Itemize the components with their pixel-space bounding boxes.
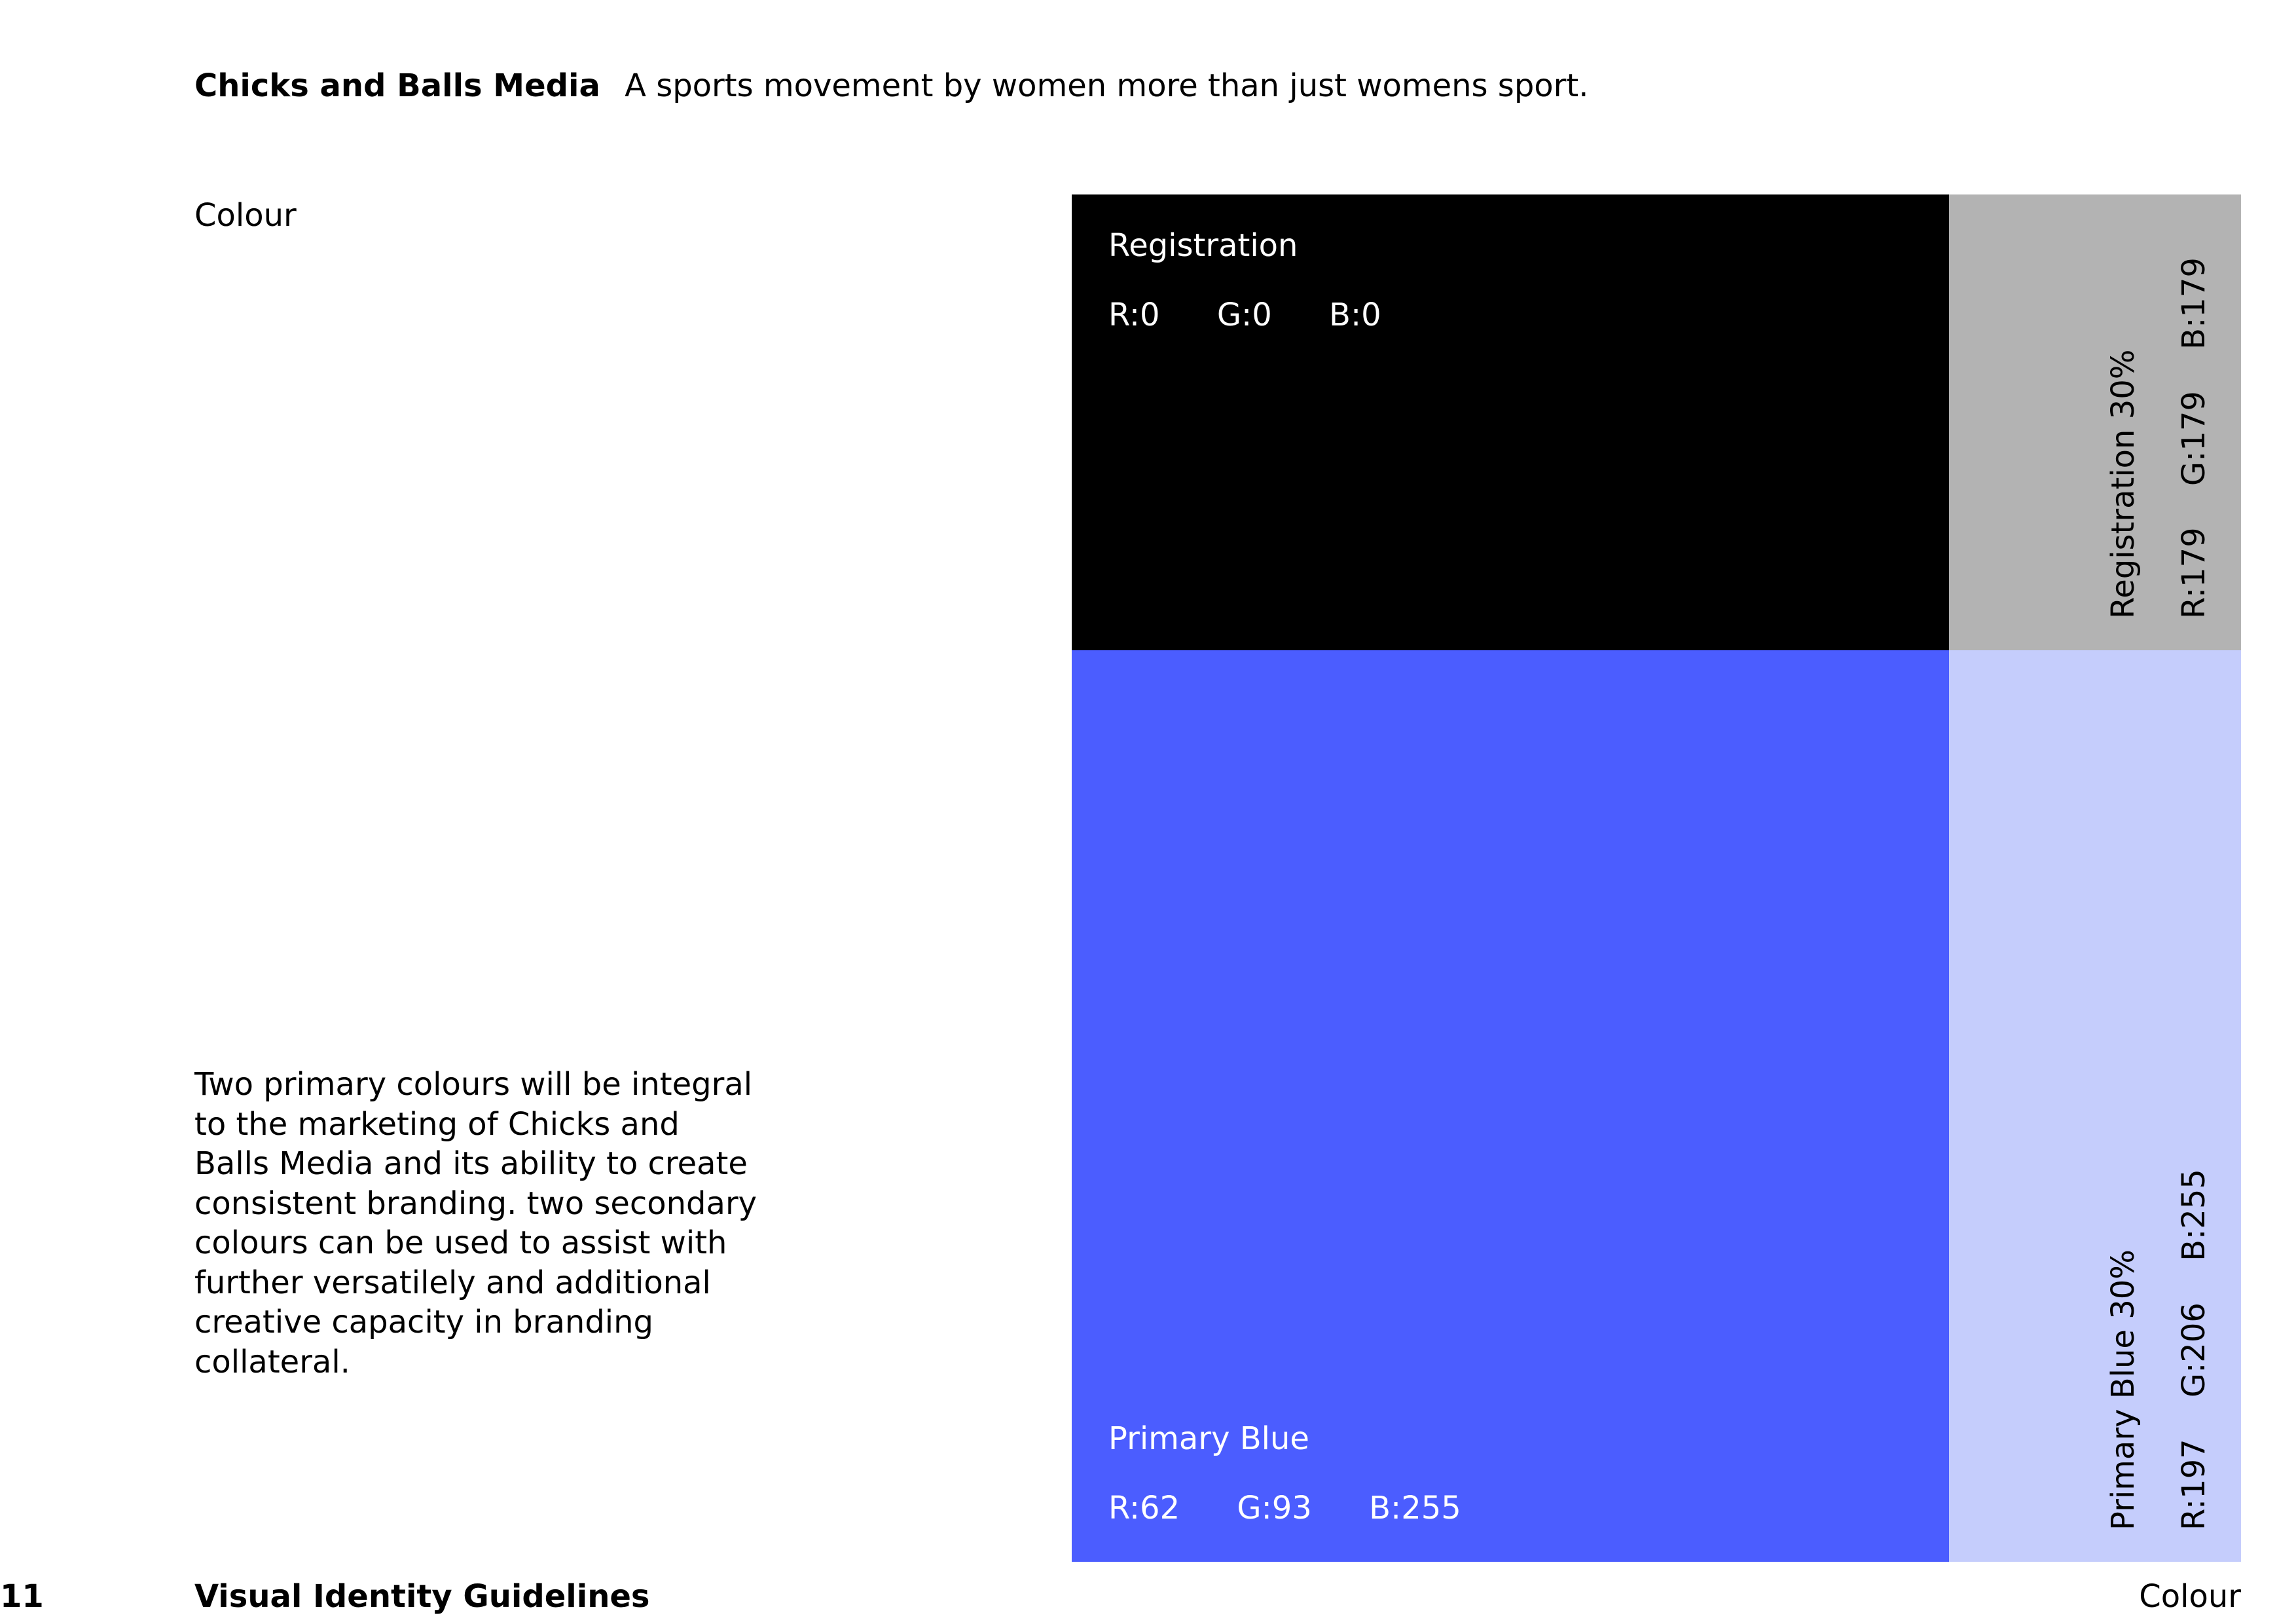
swatch-registration-30-g: G:179 <box>2176 391 2212 487</box>
body-paragraph: Two primary colours will be integral to the marketing of Chicks and Balls Media and its ability to create consistent branding. two secondary colours can be used to assist with further versatilely and additional creative capacity in branding collateral. <box>194 1066 757 1380</box>
swatch-primary-blue-values <box>1108 1488 1461 1528</box>
swatch-primary-blue-g: G:93 <box>1237 1490 1312 1526</box>
swatch-registration-30 <box>1949 194 2241 650</box>
swatch-registration-values <box>1108 295 1381 335</box>
swatch-primary-blue-30-b: B:255 <box>2176 1169 2212 1261</box>
swatch-primary-blue-30-r: R:197 <box>2176 1439 2212 1530</box>
swatch-primary-blue-30-name: Primary Blue 30% <box>2105 1249 2141 1530</box>
page-header <box>194 64 1588 107</box>
swatch-primary-blue-name: Primary Blue <box>1108 1420 1309 1457</box>
swatch-primary-blue <box>1072 650 1949 1562</box>
swatch-registration-30-name: Registration 30% <box>2105 349 2141 619</box>
section-label: Colour <box>194 197 297 234</box>
brand-name: Chicks and Balls Media <box>194 67 600 104</box>
swatch-primary-blue-r: R:62 <box>1108 1490 1180 1526</box>
swatch-registration-30-b: B:179 <box>2176 257 2212 350</box>
swatch-primary-blue-30-values <box>2174 1169 2214 1530</box>
swatch-registration-30-r: R:179 <box>2176 527 2212 619</box>
page-number: 11 <box>0 1578 44 1615</box>
swatch-primary-blue-30-g: G:206 <box>2176 1302 2212 1398</box>
swatch-registration-b: B:0 <box>1329 297 1381 333</box>
swatch-registration-name: Registration <box>1108 227 1298 264</box>
footer-title: Visual Identity Guidelines <box>194 1578 650 1615</box>
brand-tagline: A sports movement by women more than just womens sport. <box>625 67 1589 104</box>
swatch-primary-blue-30 <box>1949 650 2241 1562</box>
swatch-registration-r: R:0 <box>1108 297 1160 333</box>
swatch-primary-blue-b: B:255 <box>1369 1490 1461 1526</box>
footer-section-label: Colour <box>2139 1578 2241 1615</box>
swatch-registration <box>1072 194 1949 650</box>
swatch-registration-g: G:0 <box>1216 297 1272 333</box>
swatch-registration-30-values <box>2174 257 2214 619</box>
